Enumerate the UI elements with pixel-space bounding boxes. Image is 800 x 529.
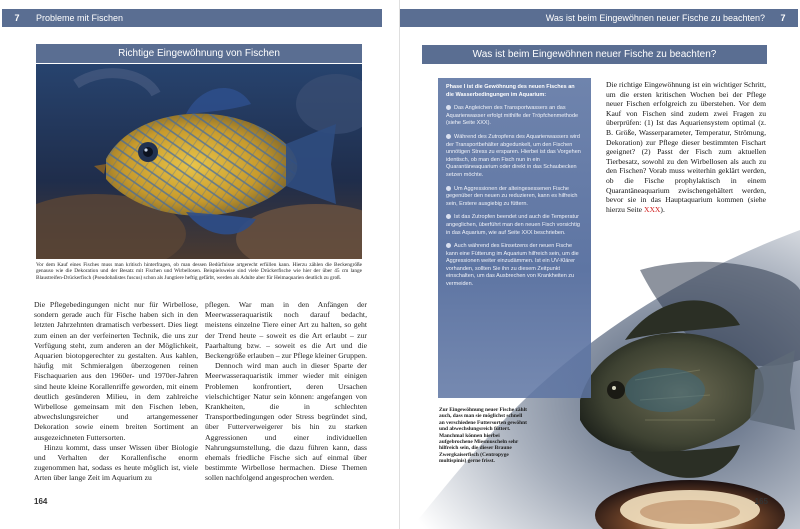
chapter-number: 7 [780,13,786,23]
body-paragraph: pflegen. War man in den Anfängen der Meerwasseraquaristik noch darauf bedacht, meistens einzelne Tiere einer Art zu halten, so geht der Trend heute – soweit es die Art erlaubt – zur Paarhaltung bzw. – soweit es die Art und die Beckengröße erlauben – zur Pflege kleiner Gruppen. [205,300,368,361]
phase-item: Auch während des Einsetzens der neuen Fische kann eine Fütterung im Aquarium hilfreich sein, um die Aggressionen weiter einzudämmen. Ist ein UV-Klärer vorhanden, sollten Sie ihn zu diesem Zeitpunkt einschalten, um das Ausbrechen von Krankheiten zu vermeiden. [446,243,579,288]
running-header-left [2,9,382,27]
body-paragraph: Dennoch wird man auch in dieser Sparte der Meerwasseraquaristik immer wieder mit einigen Problemen konfrontiert, deren Ursachen vielschichtiger Natur sein können: angefangen von Krankheiten, die in schlechten Transportbedingungen oder Stress begründet sind, über Futterverweigerer bis hin zu starken Aggressionen und einer individuellen Nahrungsumstellung, die dazu führen kann, dass ehemals friedliche Fische sich auf einmal über bestimmte Wirbellose hermachen. Diese Themen sollen nachfolgend angesprochen werden. [205,361,367,483]
phase-item: Ist das Zutropfen beendet und auch die Temperatur angeglichen, überführt man den neuen Fisch vorsichtig in das Aquarium, wie auf Seite XXX beschrieben. [446,214,580,236]
bullet-icon [446,134,451,139]
section-title-right: Was ist beim Eingewöhnen neuer Fische zu beachten? [422,45,767,64]
chapter-number: 7 [14,13,20,23]
page-reference-link[interactable]: XXX [643,204,661,214]
running-header-right [400,9,798,27]
running-title: Probleme mit Fischen [36,13,124,23]
body-paragraph: Hinzu kommt, dass unser Wissen über Biologie und Verhalten der Korallenfische enorm zugenommen hat, sodass es heute möglich ist, viele Arten über lange Zeit im Aquarium zu [34,442,198,483]
bullet-icon [446,243,451,248]
bullet-icon [446,105,451,110]
phase-item: Um Aggressionen der alteingesessenen Fische gegenüber den neuen zu reduzieren, kann es hilfreich sein, Erstere ausgiebig zu füttern. [446,185,578,207]
bullet-icon [446,186,451,191]
body-column-1 [34,300,198,484]
section-title-left: Richtige Eingewöhnung von Fischen [36,44,362,63]
right-page [400,0,800,529]
intro-paragraph: Die richtige Eingewöhnung ist ein wichtiger Schritt, um die ersten kritischen Wochen bei der Pflege neuer Fischen erfolgreich zu überstehen. Vor dem Kauf von Fischen sind zudem zwei Fragen zu überprüfen: (1) Ist das Aquariensystem optimal (z. B. Größe, Wasserparameter, Temperatur, Strömung, Dekoration) zur Pflege dieser bestimmten Fischart geeignet? (2) Passt der Fisch zum aktuellen Tierbesatz, sowohl zu den Wirbellosen als auch zu den Fischen? Vorab muss weiterhin geklärt werden, ob die Fische prophylaktisch in einem Quarantäneaquarium zwischengehältert werden, bevor sie in das Hauptaquarium kommen (siehe hierzu Seite XXX). [606,80,766,214]
body-column-2 [205,300,367,484]
body-paragraph: Die Pflegebedingungen nicht nur für Wirbellose, sondern gerade auch für Fische haben sich in den letzten Jahrzehnten dramatisch verbessert. Dies liegt zum einen an der verfeinerten Technik, die uns zur Verfügung steht, zum anderen an der Möglichkeit, Aquarien biotopgerechter zu gestalten. Aus kahlen, häufig mit Schmieralgen überzogenen reinen Fischaquarien aus den 1960er- und 1970er-Jahren sind heute kleine Korallenriffe geworden, mit einem deutlich gesünderen Milieu, in dem zahlreiche Wirbellose gemeinsam mit den Fischen leben, abwechslungsreicher und artangemessener Dekoration sowie einem breiten Sortiment an ausgezeichneten Futtersorten. [34,300,198,442]
running-title: Was ist beim Eingewöhnen neuer Fische zu beachten? [545,13,765,23]
phase-info-box [438,78,591,398]
phase-item: Das Angleichen des Transportwassers an das Aquarienwasser erfolgt mithilfe der Tröpfchenmethode (siehe Seite XXX). [446,105,579,127]
phase-item: Während des Zutropfens des Aquarienwassers wird der Transportbehälter abgedunkelt, um den Fischen unnötigen Stress zu ersparen. Hierbei ist das Vorgehen identisch, ob man den Fisch nun in ein Quarantäneaquarium oder direkt in das Schaubecken setzen möchte. [446,133,581,178]
page-number-left: 164 [34,497,48,506]
photo-caption-right: Zur Eingewöhnung neuer Fische zählt auch, dass man sie möglichst schnell an verschiedene Futtersorten gewöhnt und abwechslungsreich füttert. Manchmal können hierbei aufgebrochene Miesmuscheln sehr hilfreich sein, die dieser Braune Zwergkaiserfisch (Centropyge multispinis) gerne frisst. [439,407,527,465]
triggerfish-photo [36,64,362,259]
bullet-icon [446,214,451,219]
phase-title: Phase I ist die Gewöhnung des neuen Fisches an die Wasserbedingungen im Aquarium: [446,84,575,98]
page-number-right: 165 [754,497,768,506]
photo-caption-left: Vor dem Kauf eines Fisches muss man kritisch hinterfragen, ob man dessen Bedürfnisse artgerecht erfüllen kann. Hierzu zählen die Beckengröße genauso wie die Dekoration und der Besatz mit Fischen und Wirbellosen. Beispielsweise sind viele Drückerfische wie hier der über 45 cm lange Blaustreifen-Drückerfisch (Pseudobalistes fuscus) schon als Jungtiere heftig gefärbt, werden als Adulte aber für Heimaquarien deutlich zu groß. [36,262,362,281]
